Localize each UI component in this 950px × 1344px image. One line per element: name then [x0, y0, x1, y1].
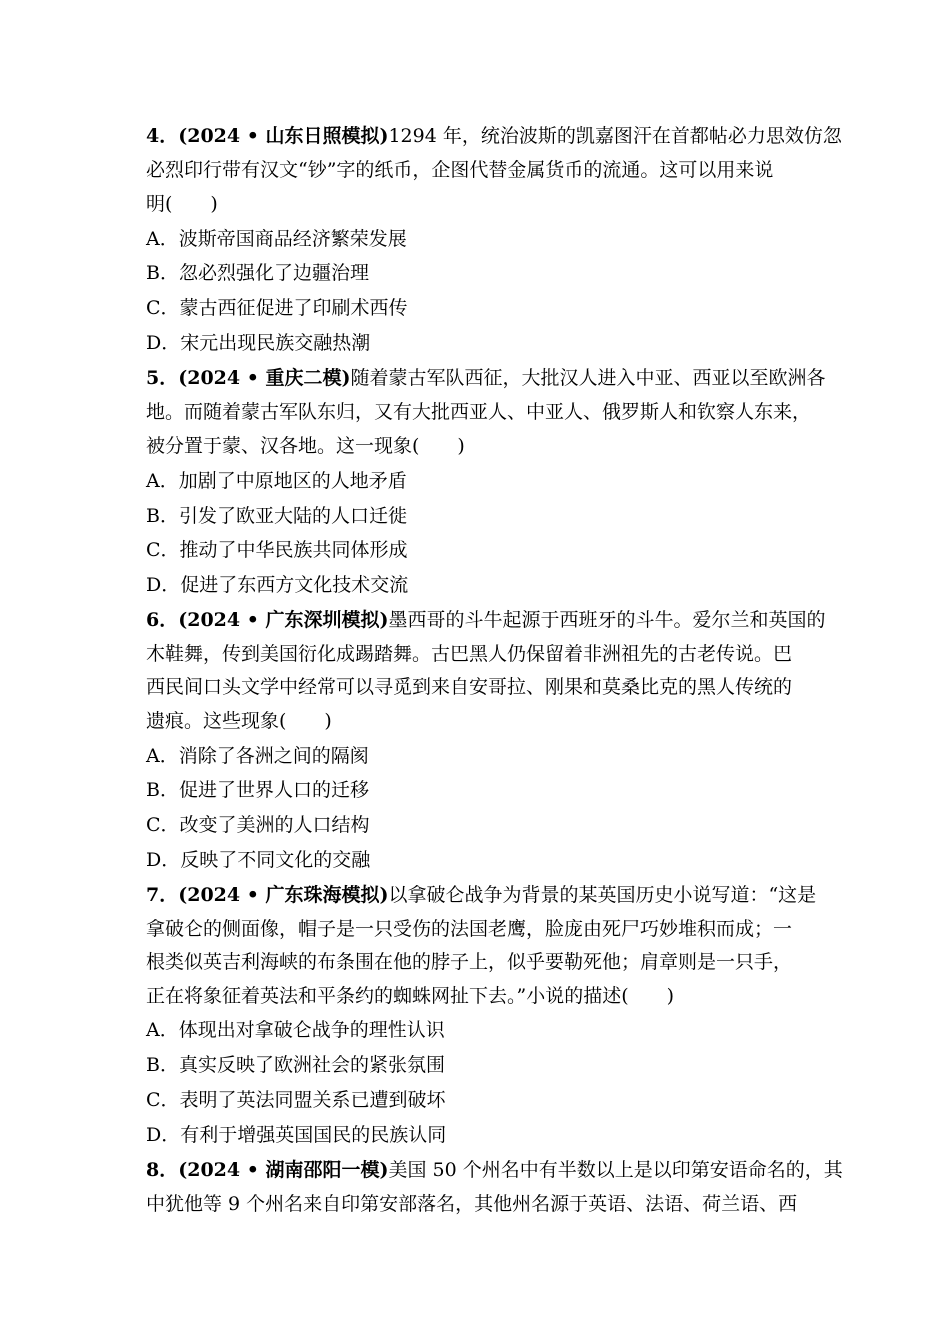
option-text: 波斯帝国商品经济繁荣发展	[178, 228, 407, 250]
question-source: (2024 • 湖南邵阳一模)	[178, 1159, 389, 1181]
option-c	[146, 810, 370, 840]
option-d	[146, 845, 370, 875]
option-text: 加剧了中原地区的人地矛盾	[178, 470, 407, 492]
option-text: 蒙古西征促进了印刷术西传	[179, 297, 408, 319]
option-letter: D．	[146, 332, 181, 354]
question-number: 5．	[146, 367, 179, 389]
option-b	[146, 258, 369, 288]
option-letter: D．	[146, 1124, 181, 1146]
question-6-line-2	[146, 639, 792, 669]
option-b	[146, 1050, 445, 1080]
question-8-line-2	[146, 1189, 797, 1219]
question-stem: 被分置于蒙、汉各地。这一现象( )	[146, 435, 465, 457]
option-c	[146, 1085, 446, 1115]
option-d	[146, 328, 370, 358]
question-stem: 明( )	[146, 193, 218, 215]
question-stem: 正在将象征着英法和平条约的蜘蛛网扯下去。”小说的描述( )	[146, 985, 675, 1007]
question-stem: 遗痕。这些现象( )	[146, 710, 332, 732]
option-text: 推动了中华民族共同体形成	[179, 539, 408, 561]
option-d	[146, 1120, 446, 1150]
question-7-line-4	[146, 981, 674, 1011]
question-4-line-3	[146, 189, 218, 219]
question-4-line-2	[146, 155, 773, 185]
question-number: 6．	[146, 609, 179, 631]
option-a	[146, 1015, 445, 1045]
question-stem: 1294 年，统治波斯的凯嘉图汗在首都帖必力思效仿忽	[388, 125, 842, 147]
option-letter: C．	[146, 814, 180, 836]
option-letter: D．	[146, 574, 181, 596]
option-letter: A．	[146, 228, 179, 250]
option-text: 反映了不同文化的交融	[180, 849, 371, 871]
question-6-line-4	[146, 706, 332, 736]
option-a	[146, 741, 369, 771]
question-stem: 木鞋舞，传到美国衍化成踢踏舞。古巴黑人仍保留着非洲祖先的古老传说。巴	[146, 643, 793, 665]
option-letter: A．	[146, 470, 179, 492]
question-8-line-1	[146, 1155, 843, 1185]
option-text: 忽必烈强化了边疆治理	[178, 262, 369, 284]
question-5-line-3	[146, 431, 465, 461]
question-source: (2024 • 广东珠海模拟)	[178, 884, 389, 906]
option-letter: D．	[146, 849, 181, 871]
question-stem: 以拿破仑战争为背景的某英国历史小说写道：“这是	[388, 884, 817, 906]
question-stem: 西民间口头文学中经常可以寻觅到来自安哥拉、刚果和莫桑比克的黑人传统的	[146, 676, 793, 698]
option-text: 有利于增强英国国民的民族认同	[180, 1124, 447, 1146]
option-c	[146, 535, 408, 565]
option-letter: C．	[146, 1089, 180, 1111]
question-number: 4．	[146, 125, 179, 147]
option-letter: C．	[146, 539, 180, 561]
question-number: 8．	[146, 1159, 179, 1181]
option-text: 真实反映了欧洲社会的紧张氛围	[178, 1054, 445, 1076]
option-letter: B．	[146, 262, 179, 284]
option-b	[146, 775, 369, 805]
question-number: 7．	[146, 884, 179, 906]
option-text: 促进了世界人口的迁移	[178, 779, 369, 801]
question-4-line-1	[146, 121, 842, 151]
option-letter: C．	[146, 297, 180, 319]
option-letter: A．	[146, 1019, 179, 1041]
question-7-line-1	[146, 880, 816, 910]
question-6-line-1	[146, 605, 825, 635]
question-source: (2024 • 重庆二模)	[178, 367, 351, 389]
option-letter: B．	[146, 1054, 179, 1076]
option-text: 改变了美洲的人口结构	[179, 814, 370, 836]
question-5-line-1	[146, 363, 825, 393]
option-text: 表明了英法同盟关系已遭到破坏	[179, 1089, 446, 1111]
option-text: 引发了欧亚大陆的人口迁徙	[178, 505, 407, 527]
option-c	[146, 293, 408, 323]
question-stem: 随着蒙古军队西征，大批汉人进入中亚、西亚以至欧洲各	[350, 367, 826, 389]
question-source: (2024 • 广东深圳模拟)	[178, 609, 389, 631]
question-7-line-2	[146, 914, 792, 944]
question-stem: 根类似英吉利海峡的布条围在他的脖子上，似乎要勒死他；肩章则是一只手，	[146, 951, 793, 973]
question-stem: 中犹他等 9 个州名来自印第安部落名，其他州名源于英语、法语、荷兰语、西	[146, 1193, 798, 1215]
option-a	[146, 466, 407, 496]
option-letter: B．	[146, 505, 179, 527]
question-7-line-3	[146, 947, 792, 977]
question-source: (2024 • 山东日照模拟)	[178, 125, 389, 147]
option-text: 促进了东西方文化技术交流	[180, 574, 409, 596]
option-text: 宋元出现民族交融热潮	[180, 332, 371, 354]
option-text: 消除了各洲之间的隔阂	[178, 745, 369, 767]
question-stem: 美国 50 个州名中有半数以上是以印第安语命名的，其	[388, 1159, 843, 1181]
question-stem: 必烈印行带有汉文“钞”字的纸币，企图代替金属货币的流通。这可以用来说	[146, 159, 774, 181]
option-letter: B．	[146, 779, 179, 801]
question-6-line-3	[146, 672, 792, 702]
option-d	[146, 570, 408, 600]
option-a	[146, 224, 407, 254]
option-text: 体现出对拿破仑战争的理性认识	[178, 1019, 445, 1041]
question-stem: 地。而随着蒙古军队东归，又有大批西亚人、中亚人、俄罗斯人和钦察人东来，	[146, 401, 812, 423]
question-stem: 墨西哥的斗牛起源于西班牙的斗牛。爱尔兰和英国的	[388, 609, 826, 631]
question-stem: 拿破仑的侧面像，帽子是一只受伤的法国老鹰，脸庞由死尸巧妙堆积而成；一	[146, 918, 793, 940]
option-letter: A．	[146, 745, 179, 767]
option-b	[146, 501, 407, 531]
question-5-line-2	[146, 397, 811, 427]
